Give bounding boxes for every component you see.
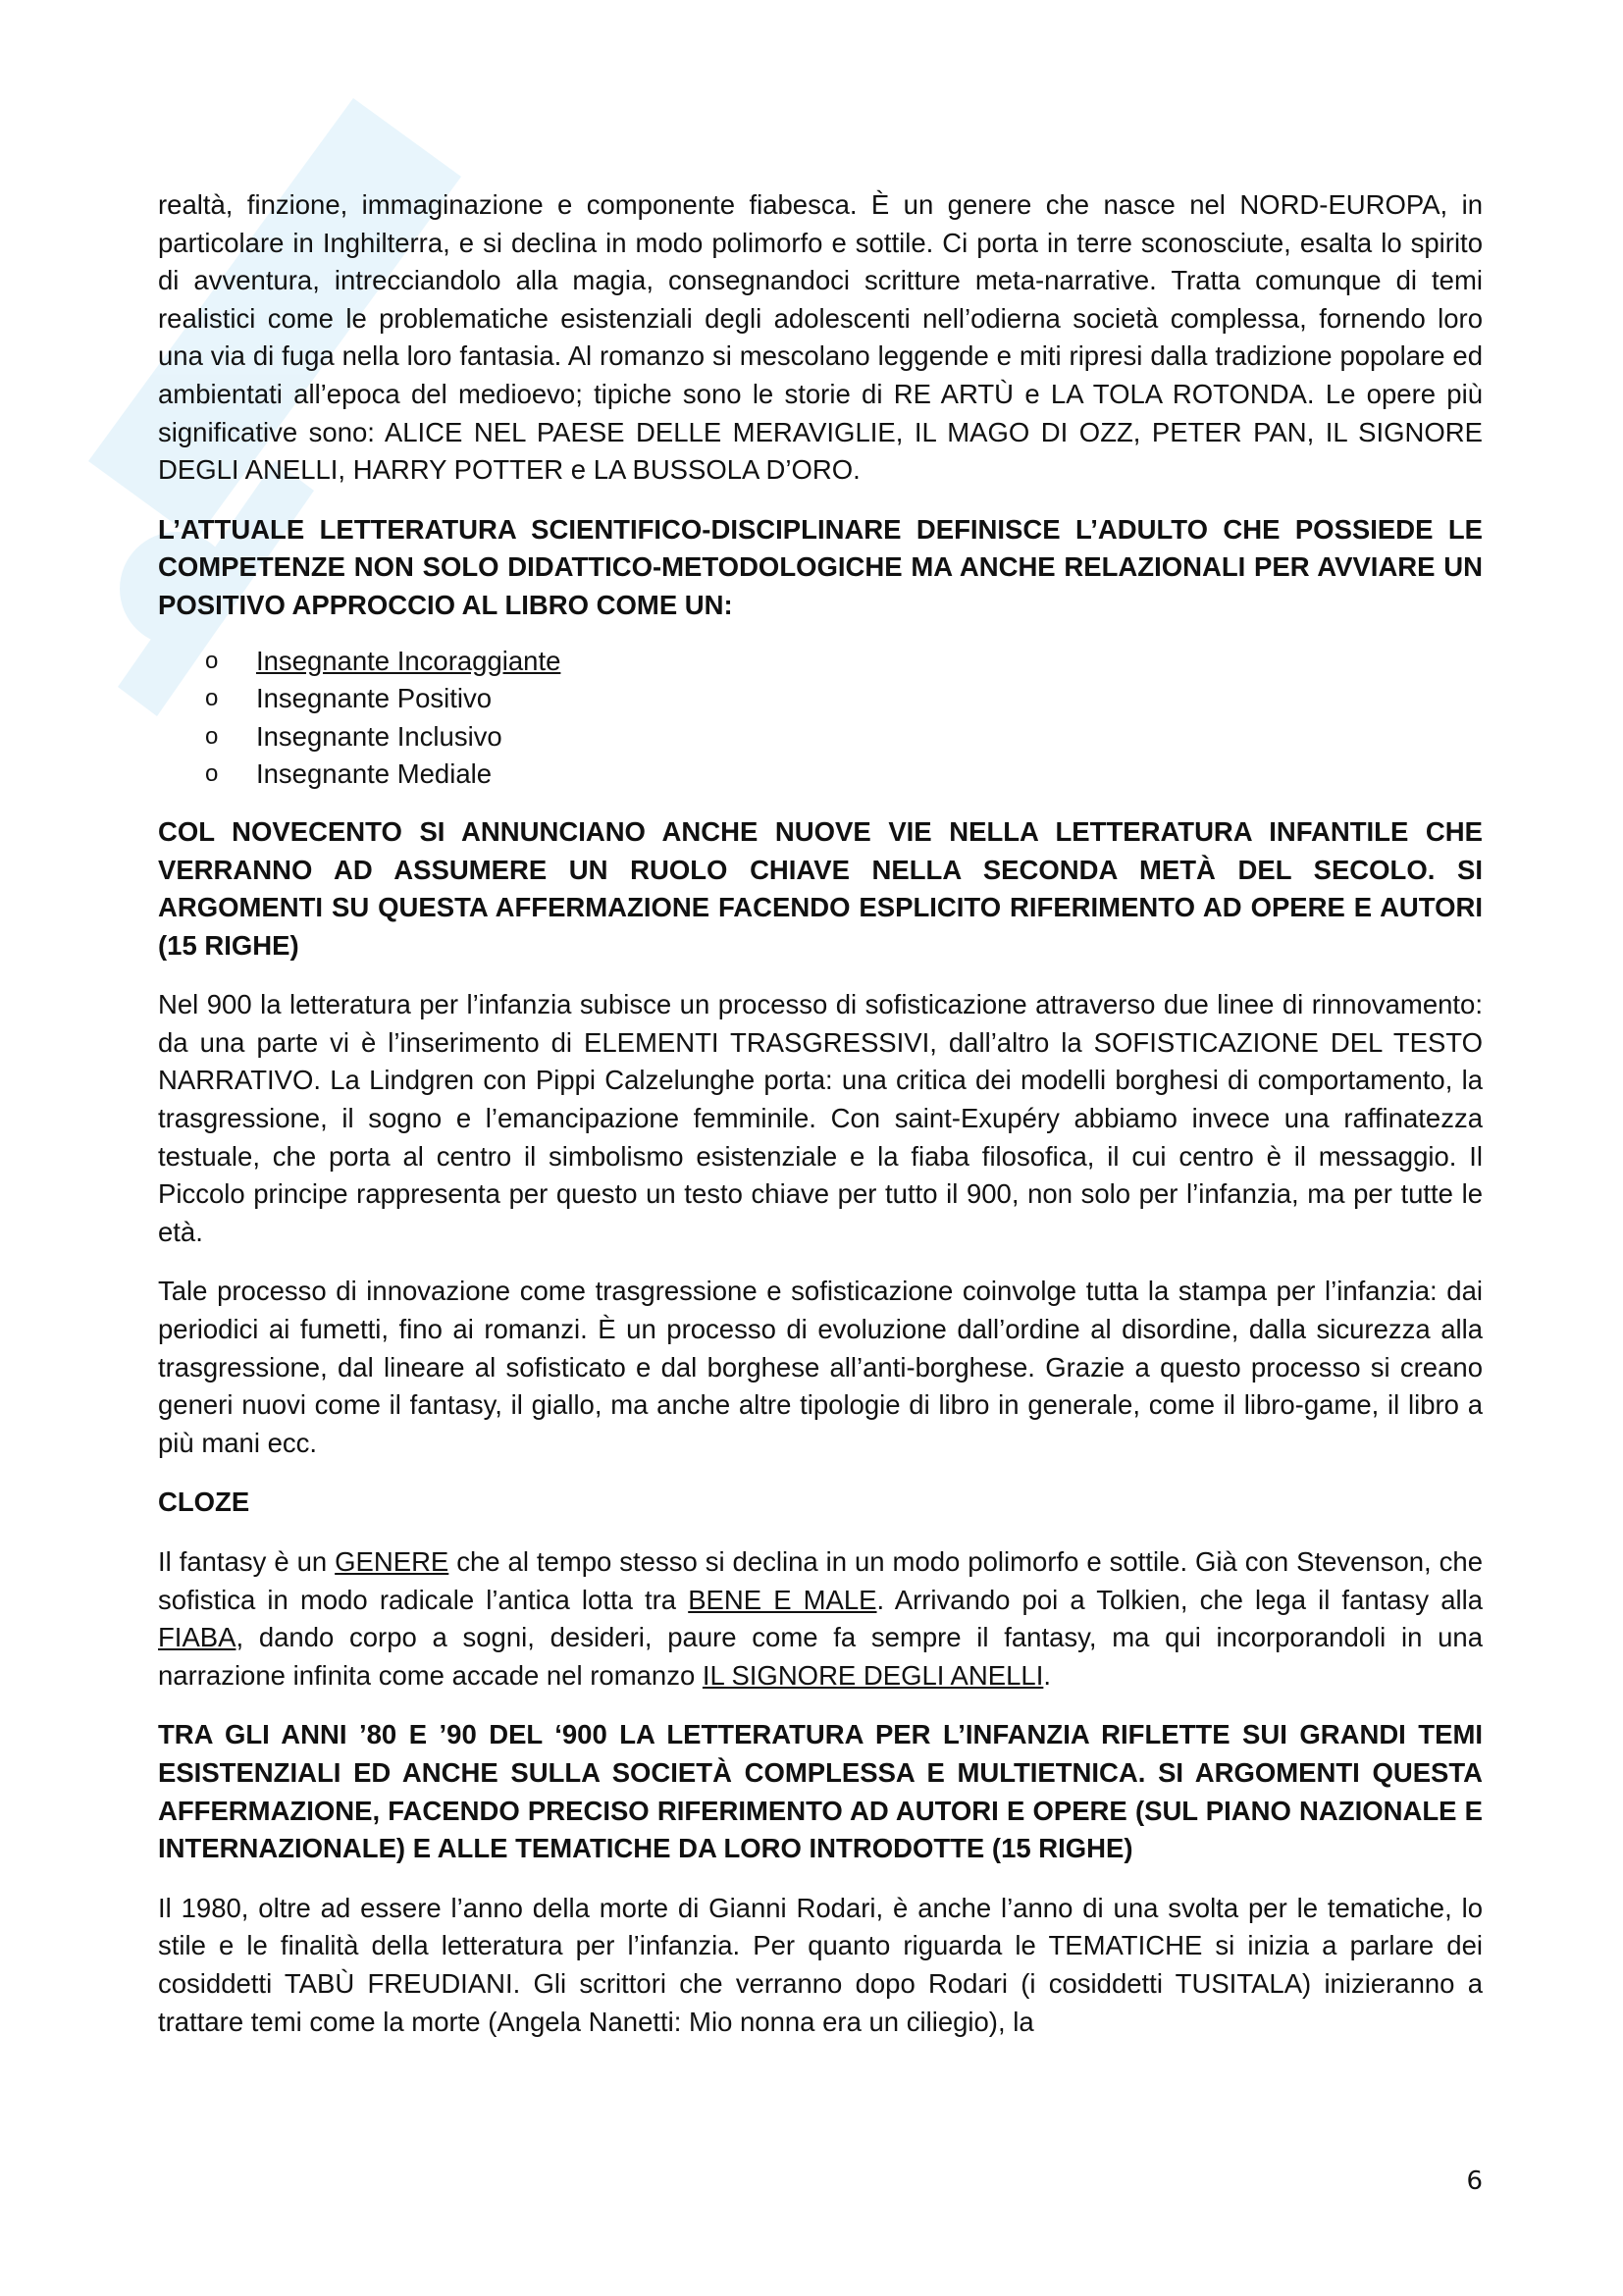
- cloze-paragraph: [158, 1543, 1483, 1695]
- cloze-heading: CLOZE: [158, 1487, 250, 1518]
- option-item: [158, 643, 1483, 681]
- cloze-text: .: [1043, 1659, 1051, 1691]
- option-label: Insegnante Inclusivo: [256, 720, 502, 752]
- cloze-answer: GENERE: [335, 1546, 449, 1577]
- option-label-selected: Insegnante Incoraggiante: [256, 645, 561, 676]
- bullet-o: o: [205, 722, 219, 750]
- cloze-text: . Arrivando poi a Tolkien, che lega il fantasy alla: [876, 1584, 1483, 1615]
- answer-paragraph: Tale processo di innovazione come trasgressione e sofisticazione coinvolge tutta la stampa per l’infanzia: dai periodici ai fumetti, fino ai romanzi. È un processo di evoluzione dall’ordine al disordine, dalla sicurezza alla trasgressione, dal lineare al sofisticato e dal borghese all’anti-borghese. Grazie a questo processo si creano generi nuovi come il fantasy, il giallo, ma anche altre tipologie di libro in generale, come il libro-game, il libro a più mani ecc.: [158, 1276, 1483, 1458]
- cloze-text: che al tempo stesso si declina in un modo polimorfo e sottile. Già con Stevenson, che sofistica in modo radicale l’antica lotta tra: [158, 1546, 1483, 1615]
- cloze-answer: IL SIGNORE DEGLI ANELLI: [702, 1659, 1044, 1691]
- question-heading-adulto: L’ATTUALE LETTERATURA SCIENTIFICO-DISCIPLINARE DEFINISCE L’ADULTO CHE POSSIEDE LE COMPETENZE NON SOLO DIDATTICO-METODOLOGICHE MA ANCHE RELAZIONALI PER AVVIARE UN POSITIVO APPROCCIO AL LIBRO COME UN:: [158, 513, 1483, 620]
- page-number: 6: [1466, 2166, 1483, 2196]
- cloze-answer: BENE E MALE: [688, 1584, 877, 1615]
- answer-paragraph: Nel 900 la letteratura per l’infanzia subisce un processo di sofisticazione attraverso due linee di rinnovamento: da una parte vi è l’inserimento di ELEMENTI TRASGRESSIVI, dall’altro la SOFISTICAZIONE DEL TESTO NARRATIVO. La Lindgren con Pippi Calzelunghe porta: una critica dei modelli borghesi di comportamento, la trasgressione, il sogno e l’emancipazione femminile. Con saint-Exupéry abbiamo invece una raffinatezza testuale, che porta al centro il simbolismo esistenziale e la fiaba filosofica, il cui centro è il messaggio. Il Piccolo principe rappresenta per questo un testo chiave per tutto il 900, non solo per l’infanzia, ma per tutte le età.: [158, 989, 1483, 1247]
- option-item: [158, 756, 1483, 794]
- bullet-o: o: [205, 760, 219, 788]
- question-heading-novecento: COL NOVECENTO SI ANNUNCIANO ANCHE NUOVE VIE NELLA LETTERATURA INFANTILE CHE VERRANNO AD ASSUMERE UN RUOLO CHIAVE NELLA SECONDA METÀ DEL SECOLO. SI ARGOMENTI SU QUESTA AFFERMAZIONE FACENDO ESPLICITO RIFERIMENTO AD OPERE E AUTORI (15 RIGHE): [158, 815, 1483, 961]
- answer-paragraph: Il 1980, oltre ad essere l’anno della morte di Gianni Rodari, è anche l’anno di una svolta per le tematiche, lo stile e le finalità della letteratura per l’infanzia. Per quanto riguarda le TEMATICHE si inizia a parlare dei cosiddetti TABÙ FREUDIANI. Gli scrittori che verranno dopo Rodari (i cosiddetti TUSITALA) inizieranno a trattare temi come la morte (Angela Nanetti: Mio nonna era un ciliegio), la: [158, 1892, 1483, 2037]
- cloze-text: , dando corpo a sogni, desideri, paure come fa sempre il fantasy, ma qui incorporandoli in una narrazione infinita come accade nel romanzo: [158, 1622, 1483, 1691]
- document-page: [158, 186, 1483, 2041]
- question-heading-anni-80-90: TRA GLI ANNI ’80 E ’90 DEL ‘900 LA LETTERATURA PER L’INFANZIA RIFLETTE SUI GRANDI TEMI ESISTENZIALI ED ANCHE SULLA SOCIETÀ COMPLESSA E MULTIETNICA. SI ARGOMENTI QUESTA AFFERMAZIONE, FACENDO PRECISO RIFERIMENTO AD AUTORI E OPERE (SUL PIANO NAZIONALE E INTERNAZIONALE) E ALLE TEMATICHE DA LORO INTRODOTTE (15 RIGHE): [158, 1719, 1483, 1864]
- cloze-text: Il fantasy è un: [158, 1546, 336, 1577]
- bullet-o: o: [205, 647, 219, 674]
- cloze-answer: FIABA: [158, 1622, 236, 1653]
- intro-paragraph: realtà, finzione, immaginazione e componente fiabesca. È un genere che nasce nel NORD-EUROPA, in particolare in Inghilterra, e si declina in modo polimorfo e sottile. Ci porta in terre sconosciute, esalta lo spirito di avventura, intrecciandolo alla magia, consegnandoci scritture meta-narrative. Tratta comunque di temi realistici come le problematiche esistenziali degli adolescenti nell’odierna società complessa, fornendo loro una via di fuga nella loro fantasia. Al romanzo si mescolano leggende e miti ripresi dalla tradizione popolare ed ambientati all’epoca del medioevo; tipiche sono le storie di RE ARTÙ e LA TOLA ROTONDA. Le opere più significative sono: ALICE NEL PAESE DELLE MERAVIGLIE, IL MAGO DI OZZ, PETER PAN, IL SIGNORE DEGLI ANELLI, HARRY POTTER e LA BUSSOLA D’ORO.: [158, 189, 1483, 486]
- option-label: Insegnante Mediale: [256, 758, 493, 790]
- option-label: Insegnante Positivo: [256, 683, 493, 714]
- option-item: [158, 718, 1483, 757]
- options-list: [158, 643, 1483, 794]
- option-item: [158, 680, 1483, 718]
- bullet-o: o: [205, 685, 219, 712]
